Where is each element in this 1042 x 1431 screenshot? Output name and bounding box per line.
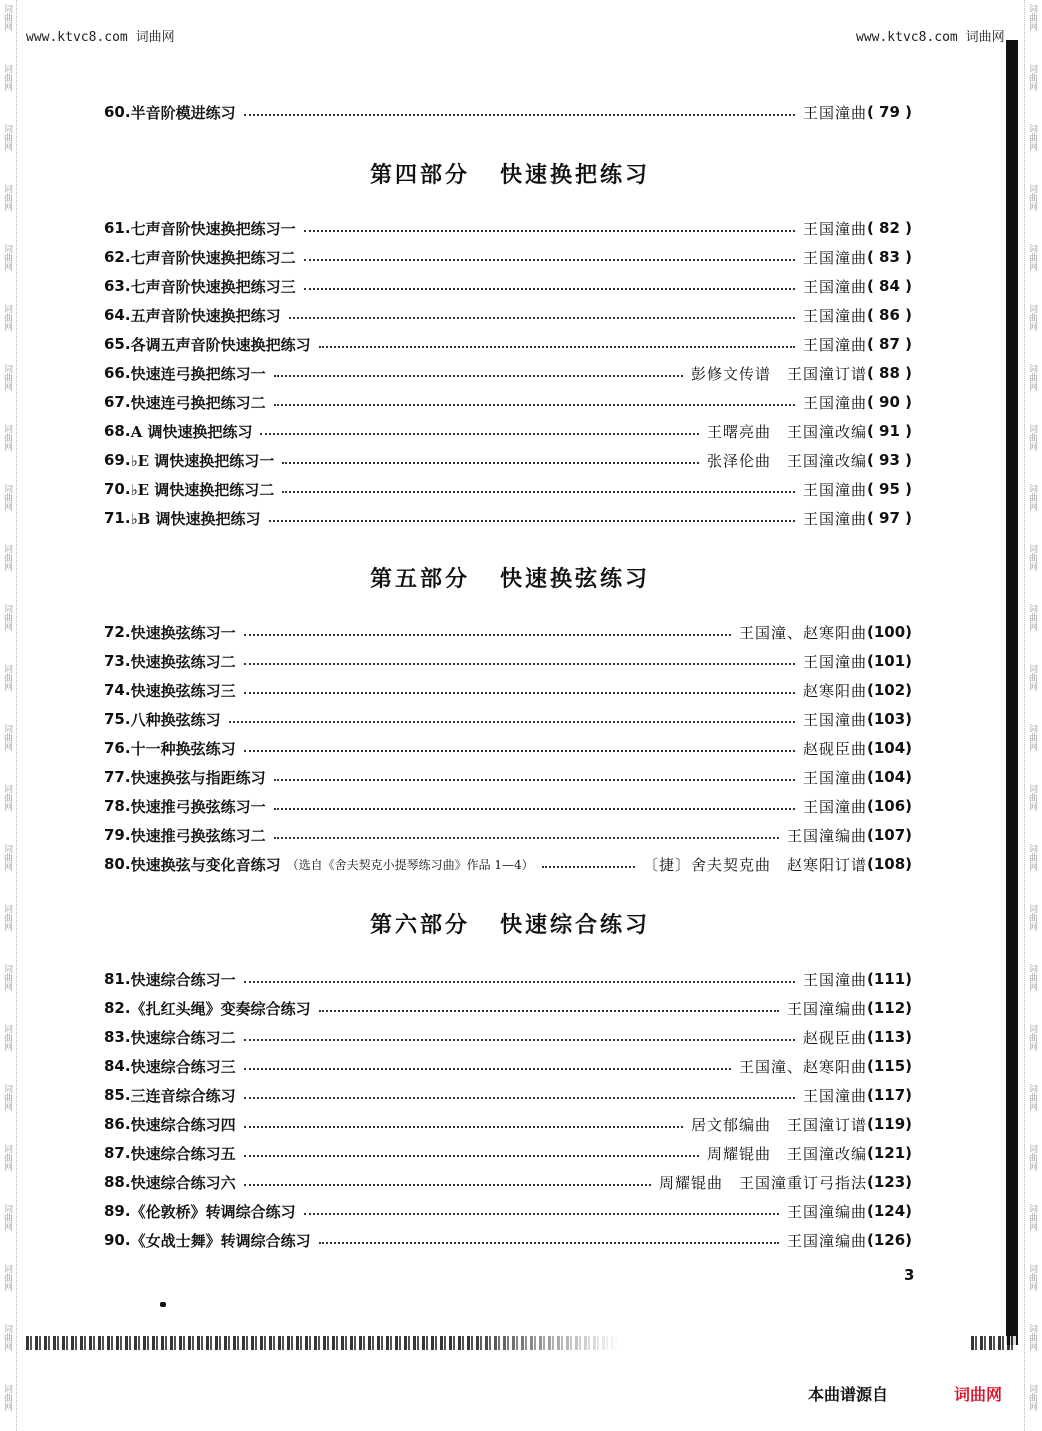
side-watermark-mark: 词曲网 xyxy=(1027,304,1037,331)
side-watermark-mark: 词曲网 xyxy=(1027,124,1037,151)
side-watermark-mark: 词曲网 xyxy=(1027,844,1037,871)
entry-number: 89. xyxy=(104,1202,131,1220)
entry-credit: 赵砚臣曲 xyxy=(802,1028,867,1047)
toc-entry[interactable] xyxy=(104,620,912,644)
entry-title: 三连音综合练习 xyxy=(130,1086,236,1105)
entry-number: 72. xyxy=(104,623,131,641)
dot-leader xyxy=(289,316,795,319)
entry-title: 快速综合练习四 xyxy=(130,1115,236,1134)
side-watermark-mark: 词曲网 xyxy=(2,964,12,991)
toc-entry[interactable] xyxy=(104,448,912,472)
side-watermark-mark: 词曲网 xyxy=(1027,244,1037,271)
left-watermark-strip xyxy=(0,0,17,1431)
entry-title: 七声音阶快速换把练习三 xyxy=(130,277,296,296)
side-watermark-mark: 词曲网 xyxy=(2,604,12,631)
entry-page: (119) xyxy=(866,1115,912,1133)
footer-source-text: 本曲谱源自 xyxy=(808,1385,889,1404)
entry-number: 75. xyxy=(104,710,131,728)
entry-page: (111) xyxy=(866,970,912,988)
entry-number: 80. xyxy=(104,855,131,873)
dot-leader xyxy=(244,662,795,665)
entry-title: 快速推弓换弦练习二 xyxy=(130,826,266,845)
dot-leader xyxy=(244,1067,731,1070)
side-watermark-mark: 词曲网 xyxy=(1027,604,1037,631)
entry-credit: 王国潼曲 xyxy=(802,480,867,499)
entry-title: 七声音阶快速换把练习一 xyxy=(130,219,296,238)
entry-credit: 张泽伦曲 王国潼改编 xyxy=(706,451,867,470)
toc-entry[interactable] xyxy=(104,332,912,356)
entry-credit: 王国潼编曲 xyxy=(786,999,867,1018)
toc-entry[interactable] xyxy=(104,216,912,240)
entry-title: 快速综合练习三 xyxy=(130,1057,236,1076)
side-watermark-mark: 词曲网 xyxy=(1027,364,1037,391)
entry-title: 快速综合练习五 xyxy=(130,1144,236,1163)
dot-leader xyxy=(244,1183,651,1186)
side-watermark-mark: 词曲网 xyxy=(2,664,12,691)
toc-entry[interactable] xyxy=(104,707,912,731)
entry-number: 60. xyxy=(104,103,131,121)
entry-credit: 王国潼曲 xyxy=(802,335,867,354)
entry-number: 74. xyxy=(104,681,131,699)
dot-leader xyxy=(274,807,795,810)
entry-credit: 王国潼编曲 xyxy=(786,1231,867,1250)
entry-number: 73. xyxy=(104,652,131,670)
entry-credit: 王国潼曲 xyxy=(802,970,867,989)
entry-title: 五声音阶快速换把练习 xyxy=(130,306,281,325)
dot-leader xyxy=(274,836,779,839)
toc-entry[interactable] xyxy=(104,967,912,991)
side-watermark-mark: 词曲网 xyxy=(1027,1144,1037,1171)
entry-page: ( 87 ) xyxy=(866,335,912,353)
entry-number: 77. xyxy=(104,768,131,786)
dot-leader xyxy=(542,865,635,868)
side-watermark-mark: 词曲网 xyxy=(1027,484,1037,511)
side-watermark-mark: 词曲网 xyxy=(1027,1204,1037,1231)
entry-page: (102) xyxy=(866,681,912,699)
side-watermark-mark: 词曲网 xyxy=(2,64,12,91)
entry-number: 61. xyxy=(104,219,131,237)
dot-leader xyxy=(244,691,795,694)
side-watermark-mark: 词曲网 xyxy=(1027,1024,1037,1051)
entry-title: 快速综合练习二 xyxy=(130,1028,236,1047)
toc-entry[interactable] xyxy=(104,996,912,1020)
toc-entry[interactable] xyxy=(104,506,912,530)
entry-credit: 赵寒阳曲 xyxy=(802,681,867,700)
section-topic-label: 快速综合练习 xyxy=(500,912,651,938)
entry-credit: 王国潼曲 xyxy=(802,797,867,816)
entry-page: (115) xyxy=(866,1057,912,1075)
dot-leader xyxy=(244,980,795,983)
entry-number: 76. xyxy=(104,739,131,757)
entry-page: ( 91 ) xyxy=(866,422,912,440)
entry-page: ( 86 ) xyxy=(866,306,912,324)
entry-page: (107) xyxy=(866,826,912,844)
toc-entry[interactable] xyxy=(104,274,912,298)
entry-page: ( 90 ) xyxy=(866,393,912,411)
side-watermark-mark: 词曲网 xyxy=(2,424,12,451)
entry-page: ( 97 ) xyxy=(866,509,912,527)
entry-number: 81. xyxy=(104,970,131,988)
entry-title: ♭E 调快速换把练习一 xyxy=(130,451,275,470)
entry-credit: 王国潼曲 xyxy=(802,277,867,296)
entry-credit: 王曙亮曲 王国潼改编 xyxy=(706,422,867,441)
entry-page: ( 82 ) xyxy=(866,219,912,237)
entry-number: 62. xyxy=(104,248,131,266)
entry-number: 87. xyxy=(104,1144,131,1162)
scan-speck xyxy=(160,1302,166,1307)
dot-leader xyxy=(304,229,795,232)
entry-title: 快速换弦练习二 xyxy=(130,652,236,671)
side-watermark-mark: 词曲网 xyxy=(2,724,12,751)
toc-entry[interactable] xyxy=(104,794,912,818)
section-part-label: 第六部分 xyxy=(369,912,470,938)
entry-number: 71. xyxy=(104,509,131,527)
entry-number: 70. xyxy=(104,480,131,498)
toc-entry[interactable] xyxy=(104,736,912,760)
dot-leader xyxy=(319,1009,779,1012)
toc-entry[interactable] xyxy=(104,1170,912,1194)
section-heading-6 xyxy=(0,908,1020,939)
entry-credit: 王国潼曲 xyxy=(802,306,867,325)
entry-page: (103) xyxy=(866,710,912,728)
entry-page: (123) xyxy=(866,1173,912,1191)
entry-page: ( 84 ) xyxy=(866,277,912,295)
dot-leader xyxy=(244,1038,795,1041)
entry-title: 快速换弦与变化音练习 xyxy=(130,855,281,874)
entry-page: (113) xyxy=(866,1028,912,1046)
dot-leader xyxy=(244,1125,683,1128)
entry-credit: 周耀锟曲 王国潼重订弓指法 xyxy=(658,1173,867,1192)
section-part-label: 第五部分 xyxy=(369,566,470,592)
entry-number: 85. xyxy=(104,1086,131,1104)
side-watermark-mark: 词曲网 xyxy=(2,364,12,391)
entry-number: 67. xyxy=(104,393,131,411)
side-watermark-mark: 词曲网 xyxy=(2,4,12,31)
side-watermark-mark: 词曲网 xyxy=(2,184,12,211)
side-watermark-mark: 词曲网 xyxy=(1027,4,1037,31)
entry-page: ( 83 ) xyxy=(866,248,912,266)
side-watermark-mark: 词曲网 xyxy=(2,784,12,811)
entry-number: 78. xyxy=(104,797,131,815)
entry-number: 64. xyxy=(104,306,131,324)
dot-leader xyxy=(244,1096,795,1099)
side-watermark-mark: 词曲网 xyxy=(1027,1324,1037,1351)
side-watermark-mark: 词曲网 xyxy=(2,244,12,271)
entry-page: (112) xyxy=(866,999,912,1017)
entry-credit: 王国潼、赵寒阳曲 xyxy=(738,1057,867,1076)
toc-entry[interactable] xyxy=(104,1199,912,1223)
entry-page: ( 88 ) xyxy=(866,364,912,382)
section-heading-4 xyxy=(0,158,1020,189)
entry-credit: 王国潼编曲 xyxy=(786,826,867,845)
side-watermark-mark: 词曲网 xyxy=(2,1324,12,1351)
entry-title: 快速连弓换把练习一 xyxy=(130,364,266,383)
entry-title: 快速换弦练习三 xyxy=(130,681,236,700)
entry-title: 《伦敦桥》转调综合练习 xyxy=(130,1202,296,1221)
toc-entry[interactable] xyxy=(104,765,912,789)
entry-credit: 王国潼曲 xyxy=(802,652,867,671)
entry-number: 86. xyxy=(104,1115,131,1133)
entry-number: 65. xyxy=(104,335,131,353)
side-watermark-mark: 词曲网 xyxy=(2,1384,12,1411)
entry-title: 《扎红头绳》变奏综合练习 xyxy=(130,999,311,1018)
dot-leader xyxy=(269,519,795,522)
entry-page: (101) xyxy=(866,652,912,670)
entry-title: 半音阶模进练习 xyxy=(130,103,236,122)
entry-credit: 王国潼曲 xyxy=(802,248,867,267)
toc-entry[interactable] xyxy=(104,361,912,385)
entry-credit: 王国潼曲 xyxy=(802,393,867,412)
entry-credit: 〔捷〕舍夫契克曲 赵寒阳订谱 xyxy=(642,855,867,874)
entry-title: 十一种换弦练习 xyxy=(130,739,236,758)
entry-number: 63. xyxy=(104,277,131,295)
dot-leader xyxy=(260,432,699,435)
entry-title: A 调快速换把练习 xyxy=(130,422,253,441)
section-topic-label: 快速换弦练习 xyxy=(500,566,651,592)
toc-entry[interactable] xyxy=(104,649,912,673)
scan-edge-bar xyxy=(1006,40,1018,1345)
side-watermark-mark: 词曲网 xyxy=(2,544,12,571)
entry-title: 快速换弦练习一 xyxy=(130,623,236,642)
dot-leader xyxy=(274,778,795,781)
entry-credit: 王国潼、赵寒阳曲 xyxy=(738,623,867,642)
side-watermark-mark: 词曲网 xyxy=(1027,784,1037,811)
side-watermark-mark: 词曲网 xyxy=(1027,1384,1037,1411)
entry-number: 79. xyxy=(104,826,131,844)
side-watermark-mark: 词曲网 xyxy=(1027,904,1037,931)
dot-leader xyxy=(274,374,683,377)
toc-entry[interactable] xyxy=(104,1228,912,1252)
toc-entry[interactable] xyxy=(104,1025,912,1049)
side-watermark-mark: 词曲网 xyxy=(1027,184,1037,211)
entry-number: 69. xyxy=(104,451,131,469)
entry-number: 84. xyxy=(104,1057,131,1075)
dot-leader xyxy=(319,345,795,348)
dot-leader xyxy=(319,1241,779,1244)
entry-page: (121) xyxy=(866,1144,912,1162)
entry-page: (108) xyxy=(866,855,912,873)
entry-title: 快速综合练习一 xyxy=(130,970,236,989)
toc-entry[interactable] xyxy=(104,419,912,443)
dot-leader xyxy=(304,1212,779,1215)
entry-credit: 王国潼曲 xyxy=(802,710,867,729)
entry-title: 快速连弓换把练习二 xyxy=(130,393,266,412)
side-watermark-mark: 词曲网 xyxy=(1027,424,1037,451)
dot-leader xyxy=(304,287,795,290)
side-watermark-mark: 词曲网 xyxy=(1027,1084,1037,1111)
entry-credit: 王国潼曲 xyxy=(802,219,867,238)
entry-page: ( 95 ) xyxy=(866,480,912,498)
entry-title: 各调五声音阶快速换把练习 xyxy=(130,335,311,354)
dot-leader xyxy=(244,1154,699,1157)
entry-credit: 彭修文传谱 王国潼订谱 xyxy=(690,364,867,383)
entry-credit: 王国潼曲 xyxy=(802,509,867,528)
entry-number: 66. xyxy=(104,364,131,382)
side-watermark-mark: 词曲网 xyxy=(2,304,12,331)
dot-leader xyxy=(244,633,731,636)
watermark-url-left: www.ktvc8.com 词曲网 xyxy=(26,30,175,45)
dot-leader xyxy=(229,720,795,723)
side-watermark-mark: 词曲网 xyxy=(1027,664,1037,691)
entry-title: 《女战士舞》转调综合练习 xyxy=(130,1231,311,1250)
entry-credit: 赵砚臣曲 xyxy=(802,739,867,758)
side-watermark-mark: 词曲网 xyxy=(2,1264,12,1291)
footer-site-link[interactable]: 词曲网 xyxy=(954,1385,1003,1404)
entry-title: 八种换弦练习 xyxy=(130,710,221,729)
entry-note: （选自《舍夫契克小提琴练习曲》作品 1—4） xyxy=(286,857,534,872)
entry-credit: 居文郁编曲 王国潼订谱 xyxy=(690,1115,867,1134)
entry-title: ♭E 调快速换把练习二 xyxy=(130,480,275,499)
toc-entry[interactable] xyxy=(104,303,912,327)
side-watermark-mark: 词曲网 xyxy=(1027,544,1037,571)
entry-page: (126) xyxy=(866,1231,912,1249)
toc-entry[interactable] xyxy=(104,245,912,269)
side-watermark-mark: 词曲网 xyxy=(2,484,12,511)
entry-page: (124) xyxy=(866,1202,912,1220)
side-watermark-mark: 词曲网 xyxy=(1027,1264,1037,1291)
entry-title: 七声音阶快速换把练习二 xyxy=(130,248,296,267)
side-watermark-mark: 词曲网 xyxy=(1027,964,1037,991)
entry-credit: 王国潼编曲 xyxy=(786,1202,867,1221)
side-watermark-mark: 词曲网 xyxy=(1027,724,1037,751)
entry-title: 快速推弓换弦练习一 xyxy=(130,797,266,816)
entry-number: 83. xyxy=(104,1028,131,1046)
section-heading-5 xyxy=(0,562,1020,593)
dot-leader xyxy=(304,258,795,261)
entry-title: 快速综合练习六 xyxy=(130,1173,236,1192)
entry-credit: 王国潼曲 xyxy=(802,768,867,787)
entry-page: (106) xyxy=(866,797,912,815)
toc-entry[interactable] xyxy=(104,678,912,702)
section-topic-label: 快速换把练习 xyxy=(500,162,651,188)
toc-entry[interactable] xyxy=(104,1054,912,1078)
section-part-label: 第四部分 xyxy=(369,162,470,188)
side-watermark-mark: 词曲网 xyxy=(2,1024,12,1051)
side-watermark-mark: 词曲网 xyxy=(1027,64,1037,91)
dot-leader xyxy=(274,403,795,406)
toc-entry[interactable] xyxy=(104,477,912,501)
entry-page: (104) xyxy=(866,768,912,786)
side-watermark-mark: 词曲网 xyxy=(2,904,12,931)
toc-entry[interactable] xyxy=(104,100,912,124)
entry-credit: 王国潼曲 xyxy=(802,1086,867,1105)
side-watermark-mark: 词曲网 xyxy=(2,1144,12,1171)
toc-entry[interactable] xyxy=(104,852,912,876)
entry-number: 88. xyxy=(104,1173,131,1191)
entry-page: (104) xyxy=(866,739,912,757)
side-watermark-mark: 词曲网 xyxy=(2,124,12,151)
toc-entry[interactable] xyxy=(104,1141,912,1165)
entry-page: (117) xyxy=(866,1086,912,1104)
entry-page: ( 79 ) xyxy=(866,103,912,121)
side-watermark-mark: 词曲网 xyxy=(2,1204,12,1231)
watermark-url-right: www.ktvc8.com 词曲网 xyxy=(856,30,1005,45)
toc-entry[interactable] xyxy=(104,1083,912,1107)
right-watermark-strip xyxy=(1024,0,1041,1431)
toc-entry[interactable] xyxy=(104,1112,912,1136)
toc-entry[interactable] xyxy=(104,390,912,414)
entry-number: 82. xyxy=(104,999,131,1017)
scan-noise-fade xyxy=(470,1336,970,1350)
toc-entry[interactable] xyxy=(104,823,912,847)
side-watermark-mark: 词曲网 xyxy=(2,1084,12,1111)
entry-credit: 周耀锟曲 王国潼改编 xyxy=(706,1144,867,1163)
dot-leader xyxy=(244,113,795,116)
dot-leader xyxy=(282,490,795,493)
page-number: 3 xyxy=(904,1266,915,1284)
dot-leader xyxy=(244,749,795,752)
entry-number: 90. xyxy=(104,1231,131,1249)
side-watermark-mark: 词曲网 xyxy=(2,844,12,871)
entry-page: ( 93 ) xyxy=(866,451,912,469)
entry-number: 68. xyxy=(104,422,131,440)
dot-leader xyxy=(282,461,699,464)
entry-title: 快速换弦与指距练习 xyxy=(130,768,266,787)
entry-title: ♭B 调快速换把练习 xyxy=(130,509,261,528)
entry-page: (100) xyxy=(866,623,912,641)
entry-credit: 王国潼曲 xyxy=(802,103,867,122)
